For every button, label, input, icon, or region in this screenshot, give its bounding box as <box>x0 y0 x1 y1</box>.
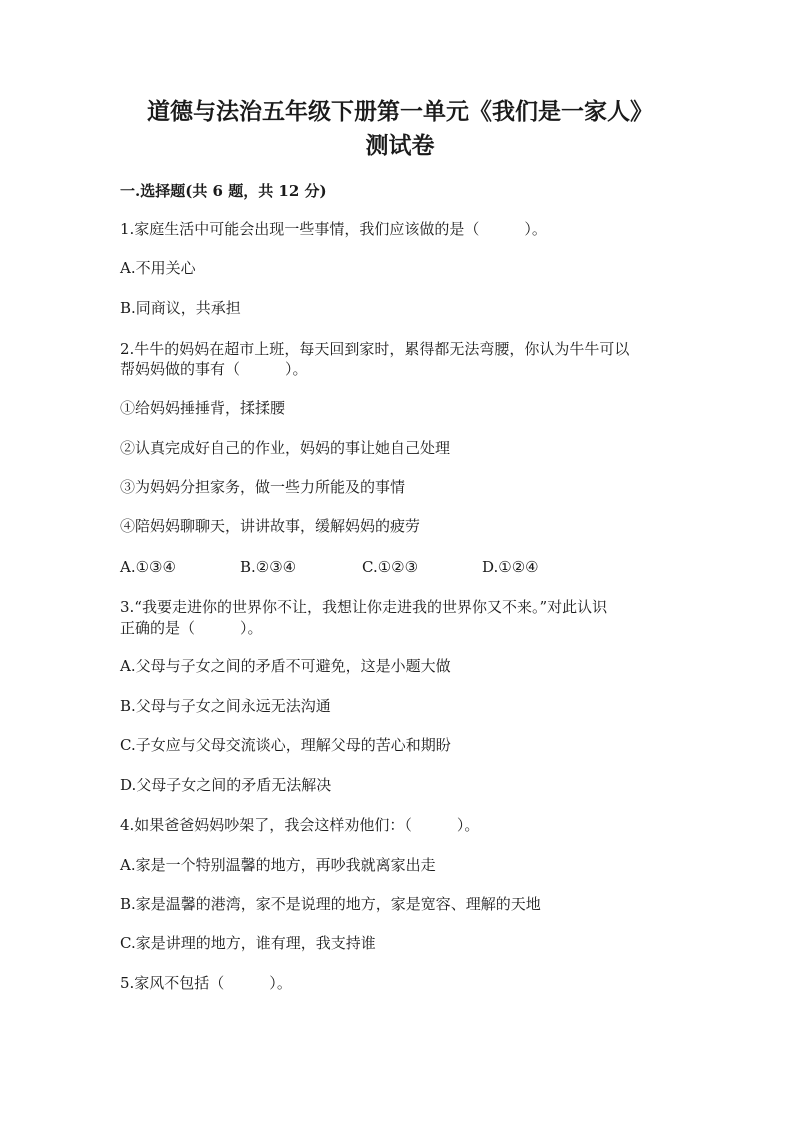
question-3-option-a: A.父母与子女之间的矛盾不可避免，这是小题大做 <box>120 657 451 675</box>
question-5-stem: 5.家风不包括（ ）。 <box>120 974 292 992</box>
question-2-stem-line1: 2.牛牛的妈妈在超市上班，每天回到家时，累得都无法弯腰，你认为牛牛可以 <box>120 340 630 358</box>
question-4-option-a: A.家是一个特别温馨的地方，再吵我就离家出走 <box>120 856 436 874</box>
question-2-option-d: D.①②④ <box>482 558 539 576</box>
question-2-stem-line2: 帮妈妈做的事有（ ）。 <box>120 360 308 378</box>
question-2-option-c: C.①②③ <box>362 558 419 576</box>
question-4-stem: 4.如果爸爸妈妈吵架了，我会这样劝他们：（ ）。 <box>120 816 480 834</box>
question-2-option-a: A.①③④ <box>120 558 176 576</box>
question-2-item-3: ③为妈妈分担家务，做一些力所能及的事情 <box>120 478 406 496</box>
question-1-option-a: A.不用关心 <box>120 259 196 277</box>
question-4-option-b: B.家是温馨的港湾，家不是说理的地方，家是宽容、理解的天地 <box>120 895 541 913</box>
question-1-option-b: B.同商议，共承担 <box>120 299 241 317</box>
question-3-option-b: B.父母与子女之间永远无法沟通 <box>120 697 331 715</box>
question-2-item-1: ①给妈妈捶捶背，揉揉腰 <box>120 399 286 417</box>
question-3-stem-line1: 3.“我要走进你的世界你不让，我想让你走进我的世界你又不来。”对此认识 <box>120 598 608 616</box>
question-4-option-c: C.家是讲理的地方，谁有理，我支持谁 <box>120 934 376 952</box>
question-3-stem-line2: 正确的是（ ）。 <box>120 619 263 637</box>
section-heading: 一.选择题(共 6 题，共 12 分) <box>120 182 327 200</box>
document-title-line2: 测试卷 <box>365 132 435 159</box>
question-3-option-d: D.父母子女之间的矛盾无法解决 <box>120 776 332 794</box>
question-3-option-c: C.子女应与父母交流谈心，理解父母的苦心和期盼 <box>120 736 451 754</box>
document-title-line1: 道德与法治五年级下册第一单元《我们是一家人》 <box>147 98 653 125</box>
question-1-stem: 1.家庭生活中可能会出现一些事情，我们应该做的是（ ）。 <box>120 220 547 238</box>
question-2-option-b: B.②③④ <box>240 558 297 576</box>
question-2-item-4: ④陪妈妈聊聊天，讲讲故事，缓解妈妈的疲劳 <box>120 517 421 535</box>
question-2-item-2: ②认真完成好自己的作业，妈妈的事让她自己处理 <box>120 439 451 457</box>
